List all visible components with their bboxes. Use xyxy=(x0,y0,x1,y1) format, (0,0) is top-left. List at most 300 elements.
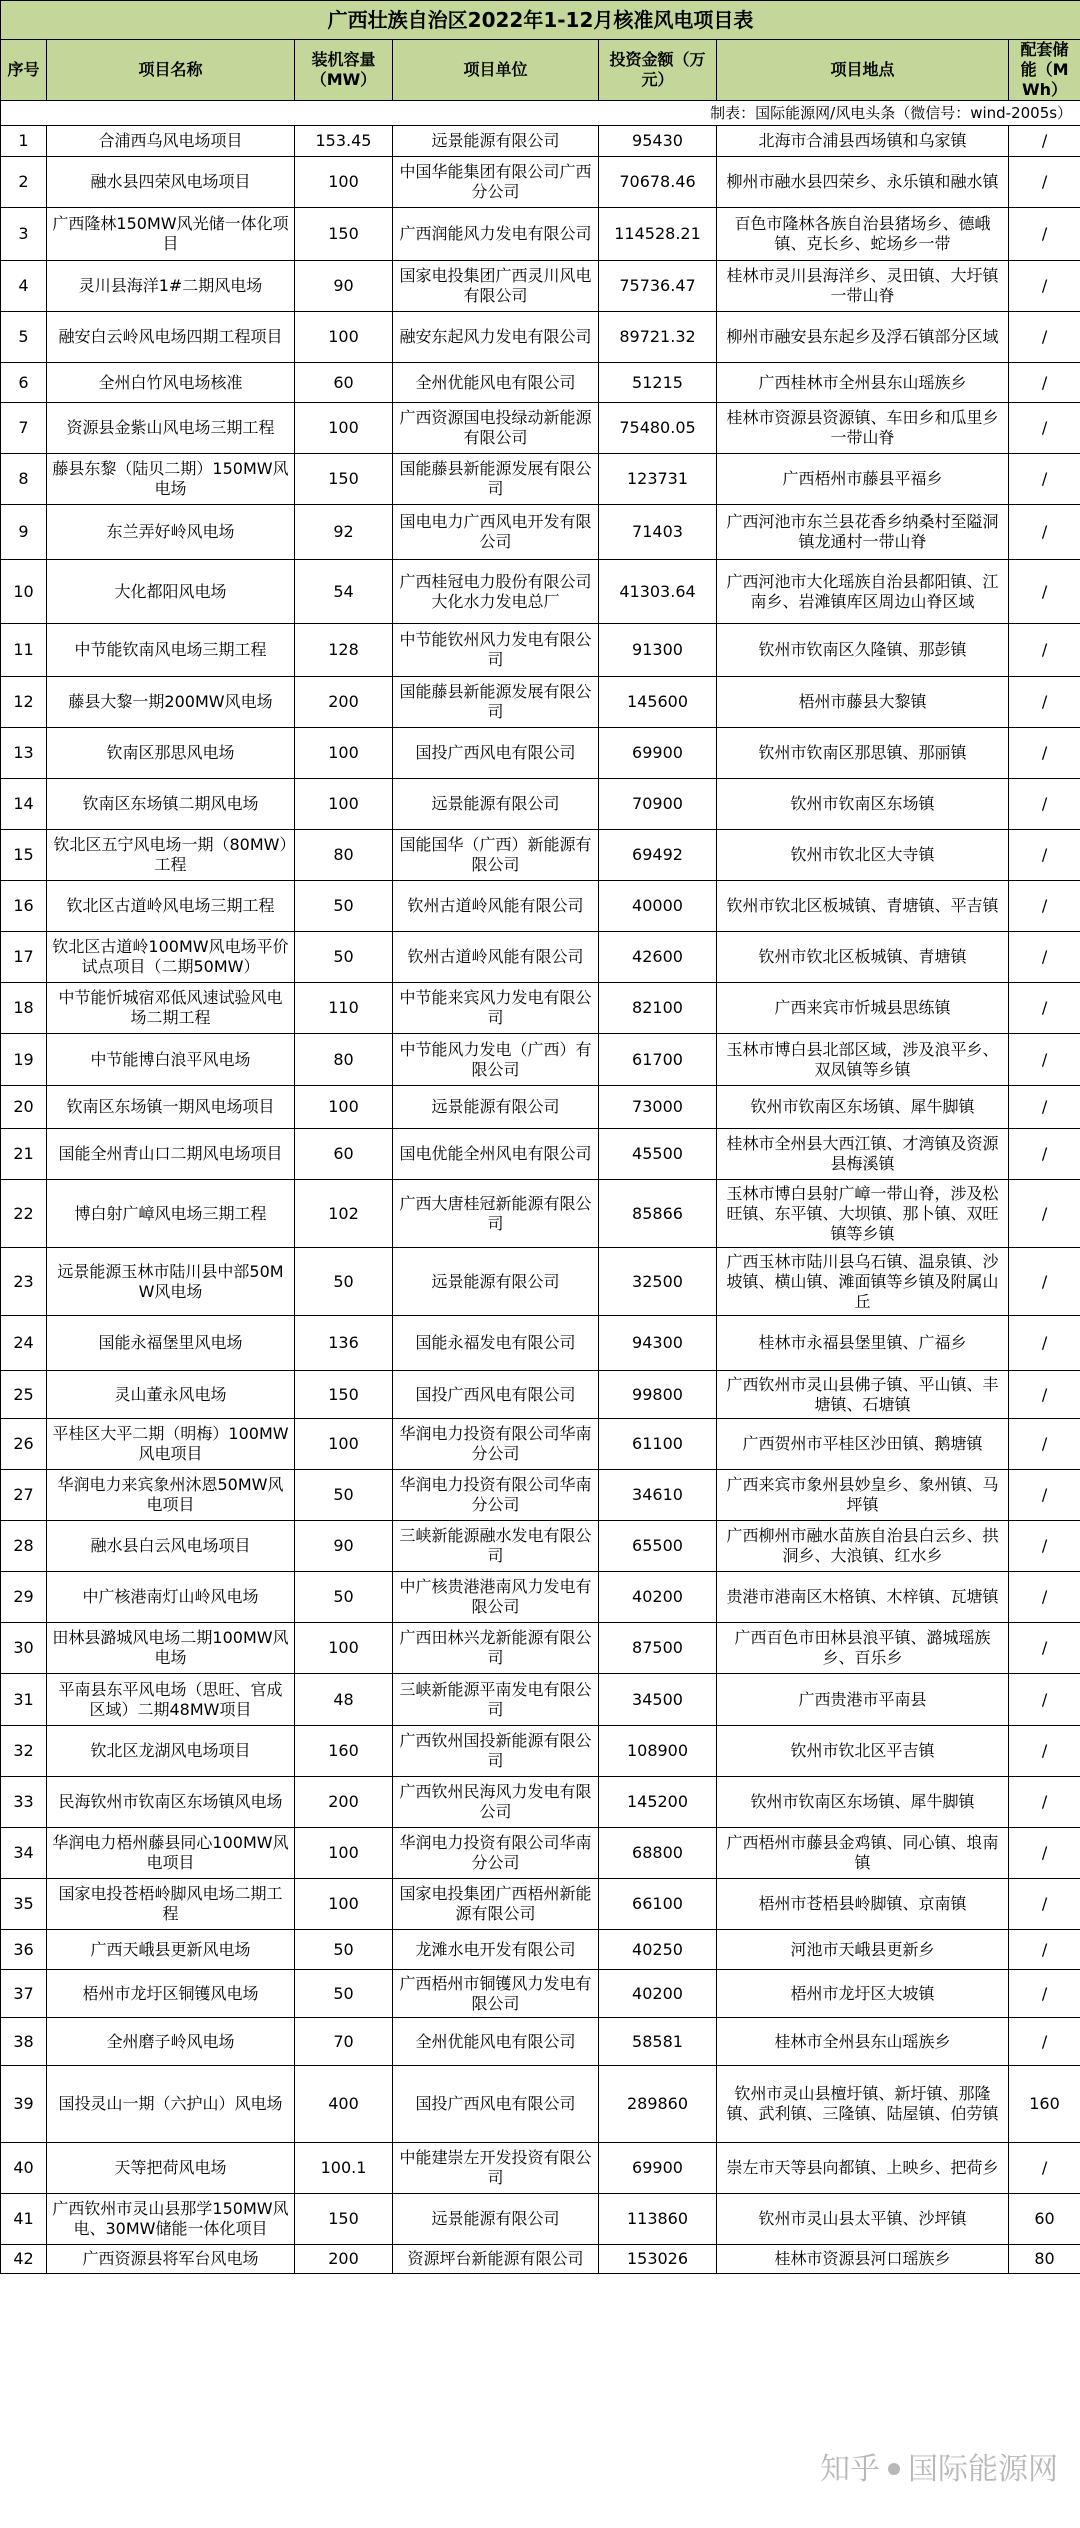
cell-index: 26 xyxy=(1,1419,47,1470)
cell-index: 16 xyxy=(1,881,47,932)
cell-investment: 70678.46 xyxy=(599,157,717,208)
cell-storage: / xyxy=(1009,1930,1080,1970)
cell-company: 三峡新能源融水发电有限公司 xyxy=(393,1521,599,1572)
table-row xyxy=(1,1930,1080,1970)
watermark-right: 国际能源网 xyxy=(908,2452,1058,2487)
cell-project-name: 融水县四荣风电场项目 xyxy=(47,157,295,208)
cell-company: 远景能源有限公司 xyxy=(393,126,599,157)
cell-location: 玉林市博白县北部区域，涉及浪平乡、双凤镇等乡镇 xyxy=(717,1034,1009,1086)
table-row xyxy=(1,2194,1080,2245)
cell-company: 国投广西风电有限公司 xyxy=(393,728,599,779)
cell-project-name: 融安白云岭风电场四期工程项目 xyxy=(47,312,295,363)
cell-index: 25 xyxy=(1,1371,47,1419)
cell-project-name: 合浦西乌风电场项目 xyxy=(47,126,295,157)
cell-investment: 289860 xyxy=(599,2066,717,2143)
cell-storage: / xyxy=(1009,728,1080,779)
header-cell-investment: 投资金额（万元） xyxy=(599,40,717,101)
cell-project-name: 广西天峨县更新风电场 xyxy=(47,1930,295,1970)
cell-company: 全州优能风电有限公司 xyxy=(393,363,599,403)
cell-index: 39 xyxy=(1,2066,47,2143)
cell-capacity: 400 xyxy=(295,2066,393,2143)
table-row xyxy=(1,932,1080,983)
cell-investment: 40250 xyxy=(599,1930,717,1970)
cell-project-name: 天等把荷风电场 xyxy=(47,2143,295,2194)
cell-index: 19 xyxy=(1,1034,47,1086)
cell-storage: / xyxy=(1009,312,1080,363)
cell-location: 钦州市灵山县太平镇、沙坪镇 xyxy=(717,2194,1009,2245)
table-row xyxy=(1,2143,1080,2194)
table-row xyxy=(1,157,1080,208)
cell-capacity: 150 xyxy=(295,2194,393,2245)
cell-storage: / xyxy=(1009,454,1080,505)
cell-project-name: 平南县东平风电场（思旺、官成区域）二期48MW项目 xyxy=(47,1674,295,1726)
cell-storage: / xyxy=(1009,1371,1080,1419)
cell-index: 12 xyxy=(1,677,47,728)
cell-location: 广西柳州市融水苗族自治县白云乡、拱洞乡、大浪镇、红水乡 xyxy=(717,1521,1009,1572)
cell-index: 4 xyxy=(1,261,47,312)
cell-project-name: 全州磨子岭风电场 xyxy=(47,2018,295,2066)
cell-company: 中节能钦州风力发电有限公司 xyxy=(393,624,599,677)
cell-storage: / xyxy=(1009,1623,1080,1674)
cell-index: 14 xyxy=(1,779,47,830)
cell-location: 钦州市钦南区久隆镇、那彭镇 xyxy=(717,624,1009,677)
cell-investment: 85866 xyxy=(599,1180,717,1248)
cell-index: 6 xyxy=(1,363,47,403)
cell-project-name: 华润电力来宾象州沐恩50MW风电项目 xyxy=(47,1470,295,1521)
cell-index: 21 xyxy=(1,1129,47,1180)
cell-company: 广西田林兴龙新能源有限公司 xyxy=(393,1623,599,1674)
cell-investment: 70900 xyxy=(599,779,717,830)
cell-company: 广西梧州市铜镬风力发电有限公司 xyxy=(393,1970,599,2018)
cell-storage: / xyxy=(1009,1316,1080,1371)
cell-storage: / xyxy=(1009,126,1080,157)
cell-capacity: 50 xyxy=(295,1248,393,1316)
cell-location: 桂林市全州县大西江镇、才湾镇及资源县梅溪镇 xyxy=(717,1129,1009,1180)
table-row xyxy=(1,1470,1080,1521)
cell-project-name: 藤县东黎（陆贝二期）150MW风电场 xyxy=(47,454,295,505)
table-row xyxy=(1,1316,1080,1371)
cell-company: 广西桂冠电力股份有限公司大化水力发电总厂 xyxy=(393,560,599,624)
cell-project-name: 钦北区龙湖风电场项目 xyxy=(47,1726,295,1777)
cell-company: 远景能源有限公司 xyxy=(393,1248,599,1316)
cell-capacity: 50 xyxy=(295,881,393,932)
cell-company: 广西钦州国投新能源有限公司 xyxy=(393,1726,599,1777)
cell-project-name: 中广核港南灯山岭风电场 xyxy=(47,1572,295,1623)
cell-project-name: 钦北区五宁风电场一期（80MW）工程 xyxy=(47,830,295,881)
cell-company: 华润电力投资有限公司华南分公司 xyxy=(393,1828,599,1879)
cell-investment: 87500 xyxy=(599,1623,717,1674)
cell-company: 国能国华（广西）新能源有限公司 xyxy=(393,830,599,881)
cell-index: 22 xyxy=(1,1180,47,1248)
cell-project-name: 广西资源县将军台风电场 xyxy=(47,2245,295,2274)
header-row xyxy=(1,40,1080,101)
cell-location: 河池市天峨县更新乡 xyxy=(717,1930,1009,1970)
cell-index: 3 xyxy=(1,208,47,261)
cell-project-name: 藤县大黎一期200MW风电场 xyxy=(47,677,295,728)
cell-investment: 66100 xyxy=(599,1879,717,1930)
cell-project-name: 博白射广嶂风电场三期工程 xyxy=(47,1180,295,1248)
table-row xyxy=(1,1572,1080,1623)
cell-location: 广西河池市大化瑶族自治县都阳镇、江南乡、岩滩镇库区周边山脊区域 xyxy=(717,560,1009,624)
cell-storage: / xyxy=(1009,560,1080,624)
cell-capacity: 70 xyxy=(295,2018,393,2066)
cell-location: 广西贵港市平南县 xyxy=(717,1674,1009,1726)
cell-project-name: 钦南区那思风电场 xyxy=(47,728,295,779)
cell-location: 柳州市融安县东起乡及浮石镇部分区域 xyxy=(717,312,1009,363)
cell-location: 广西贺州市平桂区沙田镇、鹅塘镇 xyxy=(717,1419,1009,1470)
cell-project-name: 钦南区东场镇二期风电场 xyxy=(47,779,295,830)
cell-capacity: 153.45 xyxy=(295,126,393,157)
cell-investment: 69900 xyxy=(599,2143,717,2194)
table-row xyxy=(1,1777,1080,1828)
table-row xyxy=(1,1248,1080,1316)
cell-capacity: 50 xyxy=(295,1930,393,1970)
cell-location: 钦州市钦北区大寺镇 xyxy=(717,830,1009,881)
cell-company: 中国华能集团有限公司广西分公司 xyxy=(393,157,599,208)
cell-capacity: 200 xyxy=(295,1777,393,1828)
cell-location: 钦州市钦南区东场镇、犀牛脚镇 xyxy=(717,1777,1009,1828)
cell-capacity: 100 xyxy=(295,779,393,830)
cell-project-name: 国能全州青山口二期风电场项目 xyxy=(47,1129,295,1180)
cell-storage: / xyxy=(1009,363,1080,403)
cell-capacity: 100 xyxy=(295,403,393,454)
cell-index: 1 xyxy=(1,126,47,157)
cell-investment: 61100 xyxy=(599,1419,717,1470)
cell-storage: / xyxy=(1009,208,1080,261)
cell-capacity: 100 xyxy=(295,1086,393,1129)
cell-investment: 40200 xyxy=(599,1970,717,2018)
cell-storage: / xyxy=(1009,1248,1080,1316)
cell-location: 钦州市钦北区板城镇、青塘镇、平吉镇 xyxy=(717,881,1009,932)
cell-project-name: 华润电力梧州藤县同心100MW风电项目 xyxy=(47,1828,295,1879)
cell-storage: / xyxy=(1009,1572,1080,1623)
cell-project-name: 灵山董永风电场 xyxy=(47,1371,295,1419)
cell-capacity: 50 xyxy=(295,1470,393,1521)
header-cell-company: 项目单位 xyxy=(393,40,599,101)
cell-investment: 32500 xyxy=(599,1248,717,1316)
cell-company: 国投广西风电有限公司 xyxy=(393,2066,599,2143)
cell-investment: 114528.21 xyxy=(599,208,717,261)
cell-investment: 73000 xyxy=(599,1086,717,1129)
table-row xyxy=(1,1726,1080,1777)
cell-location: 广西桂林市全州县东山瑶族乡 xyxy=(717,363,1009,403)
header-cell-location: 项目地点 xyxy=(717,40,1009,101)
cell-storage: / xyxy=(1009,830,1080,881)
table-row xyxy=(1,881,1080,932)
cell-company: 中节能风力发电（广西）有限公司 xyxy=(393,1034,599,1086)
table-row xyxy=(1,560,1080,624)
cell-location: 梧州市龙圩区大坡镇 xyxy=(717,1970,1009,2018)
cell-investment: 40200 xyxy=(599,1572,717,1623)
table-row xyxy=(1,983,1080,1034)
cell-location: 钦州市钦南区东场镇、犀牛脚镇 xyxy=(717,1086,1009,1129)
cell-project-name: 平桂区大平二期（明梅）100MW风电项目 xyxy=(47,1419,295,1470)
table-row xyxy=(1,2245,1080,2274)
cell-investment: 91300 xyxy=(599,624,717,677)
cell-project-name: 远景能源玉林市陆川县中部50MW风电场 xyxy=(47,1248,295,1316)
cell-index: 11 xyxy=(1,624,47,677)
table-row xyxy=(1,261,1080,312)
cell-investment: 89721.32 xyxy=(599,312,717,363)
cell-location: 广西梧州市藤县金鸡镇、同心镇、埌南镇 xyxy=(717,1828,1009,1879)
cell-location: 广西钦州市灵山县佛子镇、平山镇、丰塘镇、石塘镇 xyxy=(717,1371,1009,1419)
cell-company: 远景能源有限公司 xyxy=(393,779,599,830)
cell-company: 国投广西风电有限公司 xyxy=(393,1371,599,1419)
table-row xyxy=(1,1419,1080,1470)
cell-capacity: 80 xyxy=(295,1034,393,1086)
cell-storage: / xyxy=(1009,505,1080,560)
cell-company: 钦州古道岭风能有限公司 xyxy=(393,932,599,983)
cell-investment: 108900 xyxy=(599,1726,717,1777)
watermark-left: 知乎 xyxy=(820,2452,880,2487)
cell-company: 华润电力投资有限公司华南分公司 xyxy=(393,1470,599,1521)
cell-investment: 94300 xyxy=(599,1316,717,1371)
cell-company: 广西大唐桂冠新能源有限公司 xyxy=(393,1180,599,1248)
cell-company: 国能永福发电有限公司 xyxy=(393,1316,599,1371)
credit-text: 制表：国际能源网/风电头条（微信号：wind-2005s） xyxy=(1,101,1080,126)
cell-location: 广西来宾市象州县妙皇乡、象州镇、马坪镇 xyxy=(717,1470,1009,1521)
cell-company: 广西资源国电投绿动新能源有限公司 xyxy=(393,403,599,454)
cell-capacity: 150 xyxy=(295,454,393,505)
cell-location: 广西河池市东兰县花香乡纳桑村至隘洞镇龙通村一带山脊 xyxy=(717,505,1009,560)
table-row xyxy=(1,1086,1080,1129)
cell-index: 42 xyxy=(1,2245,47,2274)
cell-index: 27 xyxy=(1,1470,47,1521)
table-row xyxy=(1,403,1080,454)
cell-investment: 95430 xyxy=(599,126,717,157)
cell-project-name: 全州白竹风电场核准 xyxy=(47,363,295,403)
cell-index: 2 xyxy=(1,157,47,208)
cell-index: 33 xyxy=(1,1777,47,1828)
cell-project-name: 东兰弄好岭风电场 xyxy=(47,505,295,560)
cell-index: 24 xyxy=(1,1316,47,1371)
cell-company: 国家电投集团广西梧州新能源有限公司 xyxy=(393,1879,599,1930)
cell-location: 贵港市港南区木格镇、木梓镇、瓦塘镇 xyxy=(717,1572,1009,1623)
cell-capacity: 50 xyxy=(295,1572,393,1623)
cell-location: 百色市隆林各族自治县猪场乡、德峨镇、克长乡、蛇场乡一带 xyxy=(717,208,1009,261)
cell-investment: 42600 xyxy=(599,932,717,983)
cell-capacity: 92 xyxy=(295,505,393,560)
cell-company: 远景能源有限公司 xyxy=(393,1086,599,1129)
cell-capacity: 100 xyxy=(295,1623,393,1674)
cell-investment: 69492 xyxy=(599,830,717,881)
cell-capacity: 136 xyxy=(295,1316,393,1371)
cell-investment: 153026 xyxy=(599,2245,717,2274)
cell-project-name: 民海钦州市钦南区东场镇风电场 xyxy=(47,1777,295,1828)
cell-investment: 69900 xyxy=(599,728,717,779)
cell-capacity: 200 xyxy=(295,2245,393,2274)
cell-capacity: 100.1 xyxy=(295,2143,393,2194)
cell-company: 国电优能全州风电有限公司 xyxy=(393,1129,599,1180)
cell-index: 32 xyxy=(1,1726,47,1777)
cell-index: 37 xyxy=(1,1970,47,2018)
cell-location: 桂林市灵川县海洋乡、灵田镇、大圩镇一带山脊 xyxy=(717,261,1009,312)
cell-location: 桂林市全州县东山瑶族乡 xyxy=(717,2018,1009,2066)
title-row xyxy=(1,1,1080,40)
table-row xyxy=(1,728,1080,779)
cell-storage: / xyxy=(1009,403,1080,454)
table-row xyxy=(1,2066,1080,2143)
cell-investment: 41303.64 xyxy=(599,560,717,624)
table-row xyxy=(1,1521,1080,1572)
cell-storage: / xyxy=(1009,779,1080,830)
cell-location: 桂林市资源县河口瑶族乡 xyxy=(717,2245,1009,2274)
cell-location: 广西玉林市陆川县乌石镇、温泉镇、沙坡镇、横山镇、滩面镇等乡镇及附属山丘 xyxy=(717,1248,1009,1316)
cell-index: 5 xyxy=(1,312,47,363)
cell-company: 国电电力广西风电开发有限公司 xyxy=(393,505,599,560)
watermark-dot-icon xyxy=(888,2463,900,2475)
cell-investment: 123731 xyxy=(599,454,717,505)
cell-storage: / xyxy=(1009,677,1080,728)
table-row xyxy=(1,363,1080,403)
cell-storage: / xyxy=(1009,624,1080,677)
cell-index: 7 xyxy=(1,403,47,454)
table-row xyxy=(1,677,1080,728)
cell-company: 国能藤县新能源发展有限公司 xyxy=(393,677,599,728)
cell-company: 三峡新能源平南发电有限公司 xyxy=(393,1674,599,1726)
cell-project-name: 资源县金紫山风电场三期工程 xyxy=(47,403,295,454)
cell-index: 9 xyxy=(1,505,47,560)
cell-investment: 71403 xyxy=(599,505,717,560)
cell-company: 华润电力投资有限公司华南分公司 xyxy=(393,1419,599,1470)
cell-location: 钦州市钦北区平吉镇 xyxy=(717,1726,1009,1777)
cell-project-name: 广西隆林150MW风光储一体化项目 xyxy=(47,208,295,261)
cell-company: 远景能源有限公司 xyxy=(393,2194,599,2245)
table-row xyxy=(1,1970,1080,2018)
header-cell-index: 序号 xyxy=(1,40,47,101)
cell-capacity: 100 xyxy=(295,1419,393,1470)
cell-capacity: 60 xyxy=(295,1129,393,1180)
cell-investment: 40000 xyxy=(599,881,717,932)
cell-index: 23 xyxy=(1,1248,47,1316)
cell-storage: / xyxy=(1009,1419,1080,1470)
cell-index: 34 xyxy=(1,1828,47,1879)
cell-capacity: 150 xyxy=(295,1371,393,1419)
cell-investment: 65500 xyxy=(599,1521,717,1572)
cell-company: 资源坪台新能源有限公司 xyxy=(393,2245,599,2274)
cell-location: 梧州市苍梧县岭脚镇、京南镇 xyxy=(717,1879,1009,1930)
cell-storage: 160 xyxy=(1009,2066,1080,2143)
cell-project-name: 广西钦州市灵山县那学150MW风电、30MW储能一体化项目 xyxy=(47,2194,295,2245)
cell-company: 国家电投集团广西灵川风电有限公司 xyxy=(393,261,599,312)
cell-capacity: 80 xyxy=(295,830,393,881)
cell-index: 36 xyxy=(1,1930,47,1970)
cell-index: 13 xyxy=(1,728,47,779)
cell-project-name: 灵川县海洋1#二期风电场 xyxy=(47,261,295,312)
cell-storage: / xyxy=(1009,1777,1080,1828)
cell-company: 中能建崇左开发投资有限公司 xyxy=(393,2143,599,2194)
cell-project-name: 钦北区古道岭风电场三期工程 xyxy=(47,881,295,932)
cell-index: 40 xyxy=(1,2143,47,2194)
cell-location: 桂林市资源县资源镇、车田乡和瓜里乡一带山脊 xyxy=(717,403,1009,454)
table-row xyxy=(1,1034,1080,1086)
cell-project-name: 国投灵山一期（六护山）风电场 xyxy=(47,2066,295,2143)
table-title: 广西壮族自治区2022年1-12月核准风电项目表 xyxy=(1,1,1080,40)
cell-location: 广西来宾市忻城县思练镇 xyxy=(717,983,1009,1034)
cell-index: 29 xyxy=(1,1572,47,1623)
table-row xyxy=(1,208,1080,261)
cell-capacity: 100 xyxy=(295,1879,393,1930)
table-row xyxy=(1,454,1080,505)
cell-project-name: 梧州市龙圩区铜镬风电场 xyxy=(47,1970,295,2018)
cell-storage: / xyxy=(1009,1674,1080,1726)
cell-index: 15 xyxy=(1,830,47,881)
table-row xyxy=(1,1674,1080,1726)
cell-storage: / xyxy=(1009,1180,1080,1248)
cell-investment: 75480.05 xyxy=(599,403,717,454)
cell-location: 崇左市天等县向都镇、上映乡、把荷乡 xyxy=(717,2143,1009,2194)
cell-project-name: 融水县白云风电场项目 xyxy=(47,1521,295,1572)
cell-location: 钦州市灵山县檀圩镇、新圩镇、那隆镇、武利镇、三隆镇、陆屋镇、伯劳镇 xyxy=(717,2066,1009,2143)
cell-company: 中广核贵港港南风力发电有限公司 xyxy=(393,1572,599,1623)
cell-company: 钦州古道岭风能有限公司 xyxy=(393,881,599,932)
cell-company: 国能藤县新能源发展有限公司 xyxy=(393,454,599,505)
table-row xyxy=(1,830,1080,881)
cell-capacity: 90 xyxy=(295,1521,393,1572)
cell-storage: / xyxy=(1009,2143,1080,2194)
cell-investment: 58581 xyxy=(599,2018,717,2066)
cell-location: 北海市合浦县西场镇和乌家镇 xyxy=(717,126,1009,157)
cell-capacity: 102 xyxy=(295,1180,393,1248)
cell-capacity: 100 xyxy=(295,1828,393,1879)
table-row xyxy=(1,1129,1080,1180)
cell-capacity: 150 xyxy=(295,208,393,261)
cell-index: 10 xyxy=(1,560,47,624)
cell-capacity: 50 xyxy=(295,932,393,983)
cell-investment: 61700 xyxy=(599,1034,717,1086)
cell-storage: / xyxy=(1009,157,1080,208)
cell-investment: 51215 xyxy=(599,363,717,403)
cell-project-name: 钦北区古道岭100MW风电场平价试点项目（二期50MW） xyxy=(47,932,295,983)
cell-index: 31 xyxy=(1,1674,47,1726)
cell-index: 18 xyxy=(1,983,47,1034)
cell-investment: 45500 xyxy=(599,1129,717,1180)
cell-investment: 34500 xyxy=(599,1674,717,1726)
cell-storage: / xyxy=(1009,1970,1080,2018)
cell-capacity: 54 xyxy=(295,560,393,624)
cell-company: 全州优能风电有限公司 xyxy=(393,2018,599,2066)
cell-index: 35 xyxy=(1,1879,47,1930)
cell-company: 广西钦州民海风力发电有限公司 xyxy=(393,1777,599,1828)
cell-capacity: 200 xyxy=(295,677,393,728)
cell-investment: 145600 xyxy=(599,677,717,728)
cell-storage: / xyxy=(1009,261,1080,312)
cell-location: 钦州市钦北区板城镇、青塘镇 xyxy=(717,932,1009,983)
cell-index: 20 xyxy=(1,1086,47,1129)
cell-capacity: 90 xyxy=(295,261,393,312)
cell-company: 龙滩水电开发有限公司 xyxy=(393,1930,599,1970)
cell-storage: / xyxy=(1009,1470,1080,1521)
table-row xyxy=(1,505,1080,560)
cell-project-name: 中节能博白浪平风电场 xyxy=(47,1034,295,1086)
cell-project-name: 大化都阳风电场 xyxy=(47,560,295,624)
cell-capacity: 60 xyxy=(295,363,393,403)
cell-investment: 34610 xyxy=(599,1470,717,1521)
table-row xyxy=(1,1828,1080,1879)
cell-storage: / xyxy=(1009,1129,1080,1180)
cell-storage: / xyxy=(1009,1726,1080,1777)
table-row xyxy=(1,1623,1080,1674)
cell-investment: 82100 xyxy=(599,983,717,1034)
cell-location: 桂林市永福县堡里镇、广福乡 xyxy=(717,1316,1009,1371)
cell-location: 广西梧州市藤县平福乡 xyxy=(717,454,1009,505)
table-row xyxy=(1,126,1080,157)
cell-project-name: 国家电投苍梧岭脚风电场二期工程 xyxy=(47,1879,295,1930)
cell-company: 中节能来宾风力发电有限公司 xyxy=(393,983,599,1034)
cell-storage: / xyxy=(1009,2018,1080,2066)
cell-index: 17 xyxy=(1,932,47,983)
cell-storage: 60 xyxy=(1009,2194,1080,2245)
